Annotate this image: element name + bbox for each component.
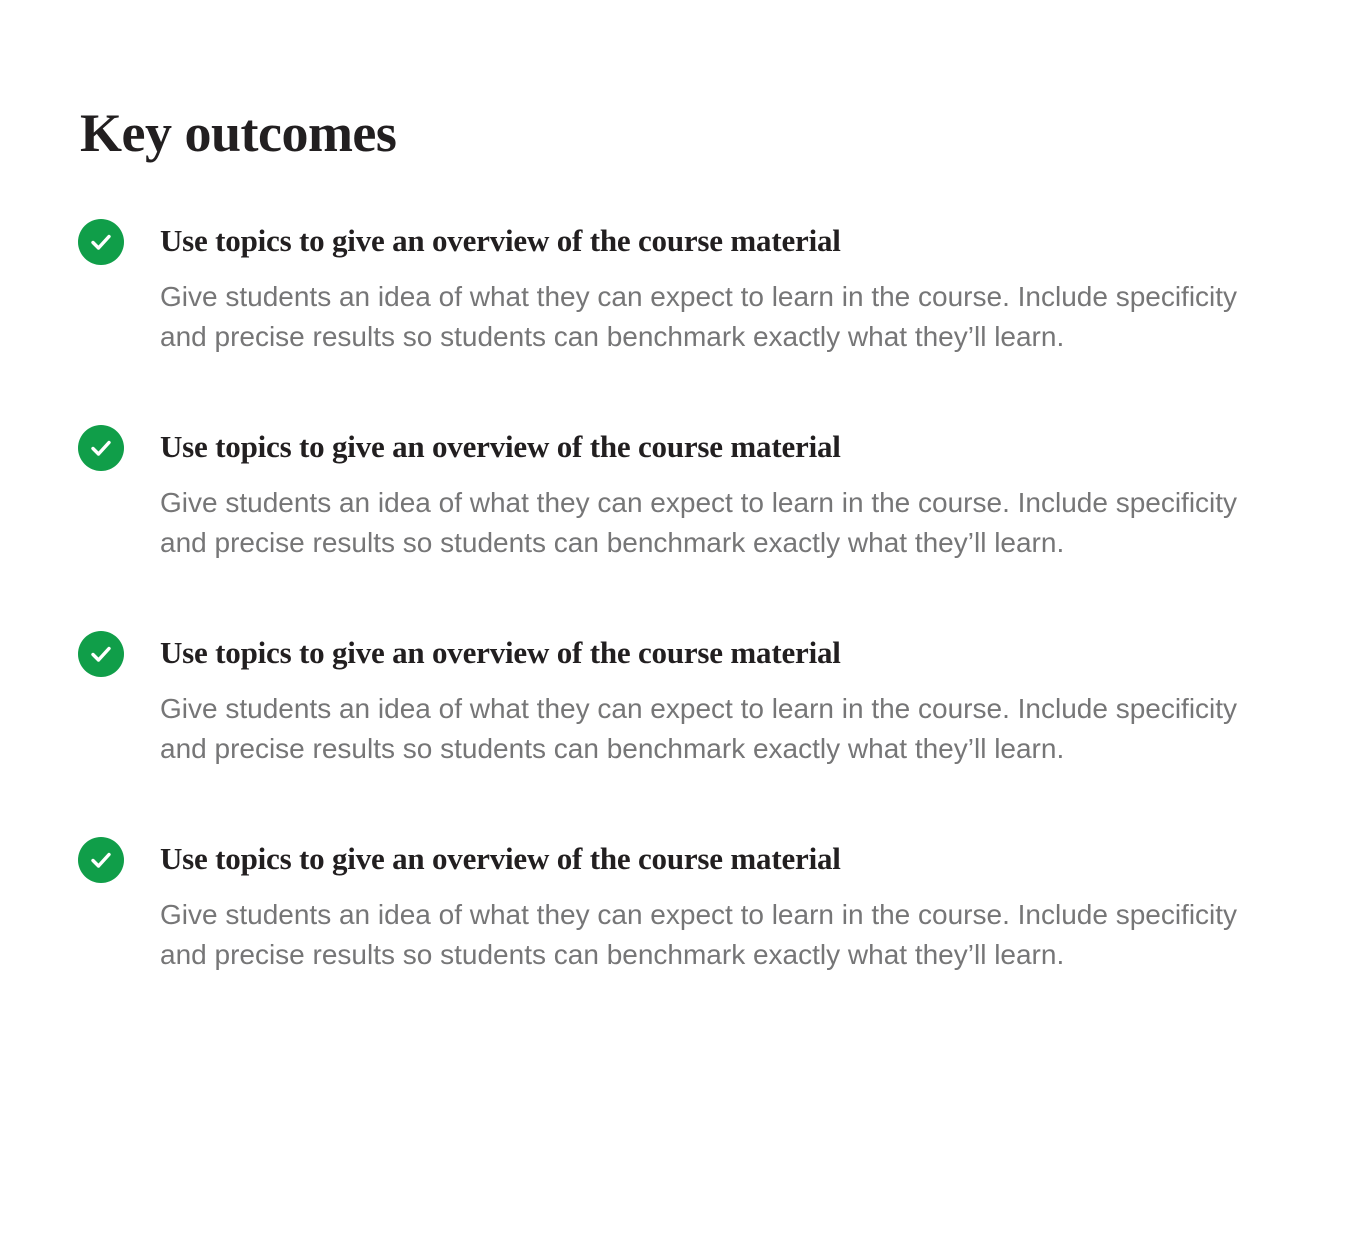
outcome-content [160, 836, 1245, 975]
page-title: Key outcomes [80, 103, 397, 163]
outcome-title: Use topics to give an overview of the course material [160, 429, 841, 464]
outcome-item [78, 836, 1280, 975]
outcome-title: Use topics to give an overview of the course material [160, 841, 841, 876]
outcome-content [160, 424, 1245, 563]
outcome-title: Use topics to give an overview of the course material [160, 635, 841, 670]
check-circle-icon [78, 219, 124, 265]
outcome-description: Give students an idea of what they can expect to learn in the course. Include specificity and precise results so students can benchmark exactly what they’ll learn. [160, 899, 1238, 970]
check-circle-icon [78, 425, 124, 471]
check-circle-icon [78, 837, 124, 883]
outcome-title: Use topics to give an overview of the course material [160, 223, 841, 258]
outcome-description: Give students an idea of what they can expect to learn in the course. Include specificity and precise results so students can benchmark exactly what they’ll learn. [160, 487, 1238, 558]
outcome-item [78, 630, 1280, 769]
check-circle-icon [78, 631, 124, 677]
outcome-description: Give students an idea of what they can expect to learn in the course. Include specificity and precise results so students can benchmark exactly what they’ll learn. [160, 281, 1238, 352]
outcome-description: Give students an idea of what they can expect to learn in the course. Include specificity and precise results so students can benchmark exactly what they’ll learn. [160, 693, 1238, 764]
outcome-item [78, 218, 1280, 357]
outcome-item [78, 424, 1280, 563]
outcome-content [160, 630, 1245, 769]
outcome-content [160, 218, 1245, 357]
